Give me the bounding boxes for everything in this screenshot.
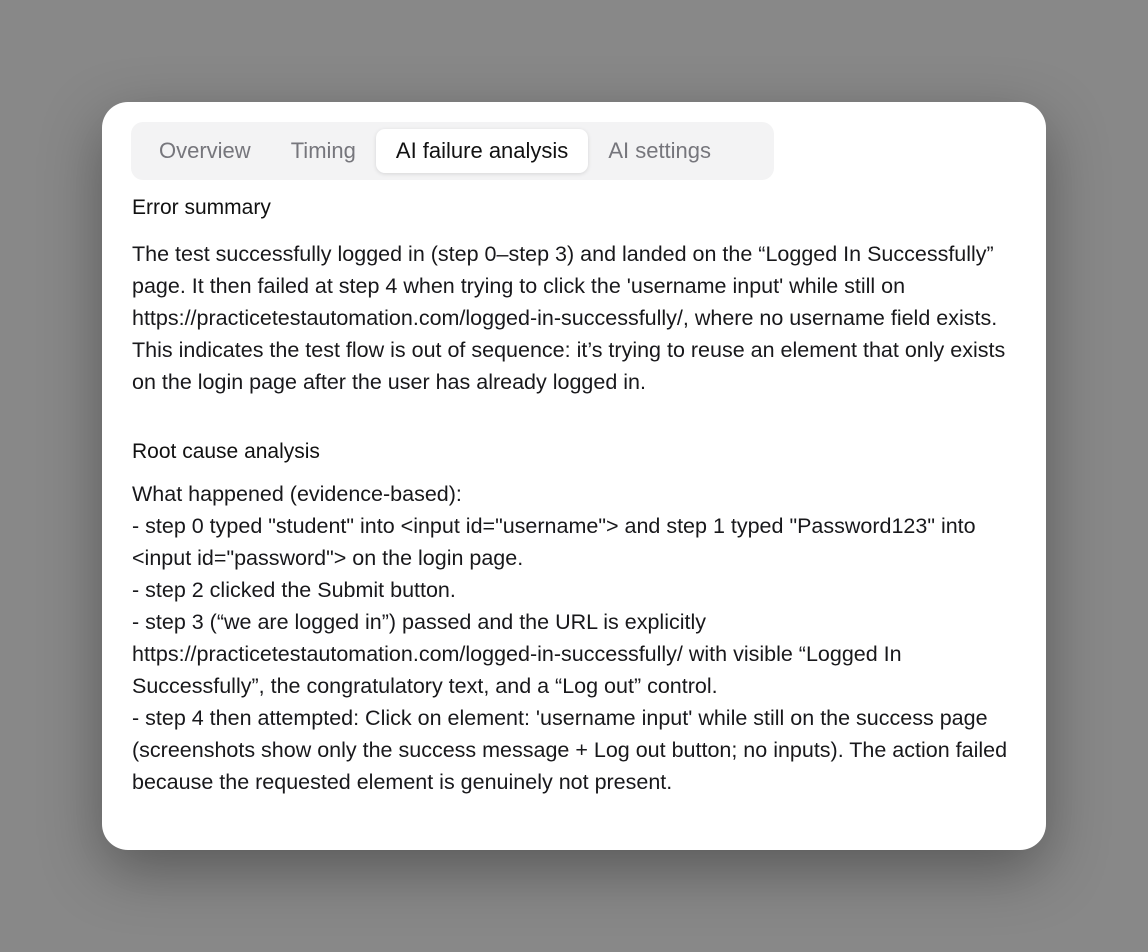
error-summary-heading: Error summary — [132, 196, 271, 219]
root-cause-line: - step 2 clicked the Submit button. — [132, 578, 456, 602]
root-cause-line: What happened (evidence-based): — [132, 482, 462, 506]
root-cause-line: - step 3 (“we are logged in”) passed and the URL is explicitly https://practicetestautomation.com/logged-in-successfully/ with visible “Logged In Successfully”, the congratulatory text, and a “Log out” control. — [132, 610, 908, 698]
analysis-content — [132, 194, 1022, 798]
tab-ai-settings[interactable]: AI settings — [608, 138, 712, 163]
root-cause-line: - step 4 then attempted: Click on element: 'username input' while still on the success page (screenshots show only the success message + Log out button; no inputs). The action failed because the requested element is genuinely not present. — [132, 706, 1014, 794]
root-cause-line: - step 0 typed "student" into <input id="username"> and step 1 typed "Password123" into <input id="password"> on the login page. — [132, 514, 982, 570]
tab-overview[interactable]: Overview — [159, 138, 251, 163]
tab-timing[interactable]: Timing — [290, 138, 356, 163]
root-cause-section — [132, 438, 1022, 798]
error-summary-text: The test successfully logged in (step 0–step 3) and landed on the “Logged In Successfully” page. It then failed at step 4 when trying to click the 'username input' while still on https://practicetestautomation.com/logged-in-successfully/, where no username field exists. This indicates the test flow is out of sequence: it’s trying to reuse an element that only exists on the login page after the user has already logged in. — [132, 242, 1012, 394]
error-summary-section — [132, 194, 1022, 398]
failure-analysis-dialog — [102, 102, 1046, 850]
root-cause-heading: Root cause analysis — [132, 440, 320, 463]
tab-bar — [131, 122, 774, 180]
tab-ai-failure-analysis[interactable]: AI failure analysis — [376, 129, 588, 173]
